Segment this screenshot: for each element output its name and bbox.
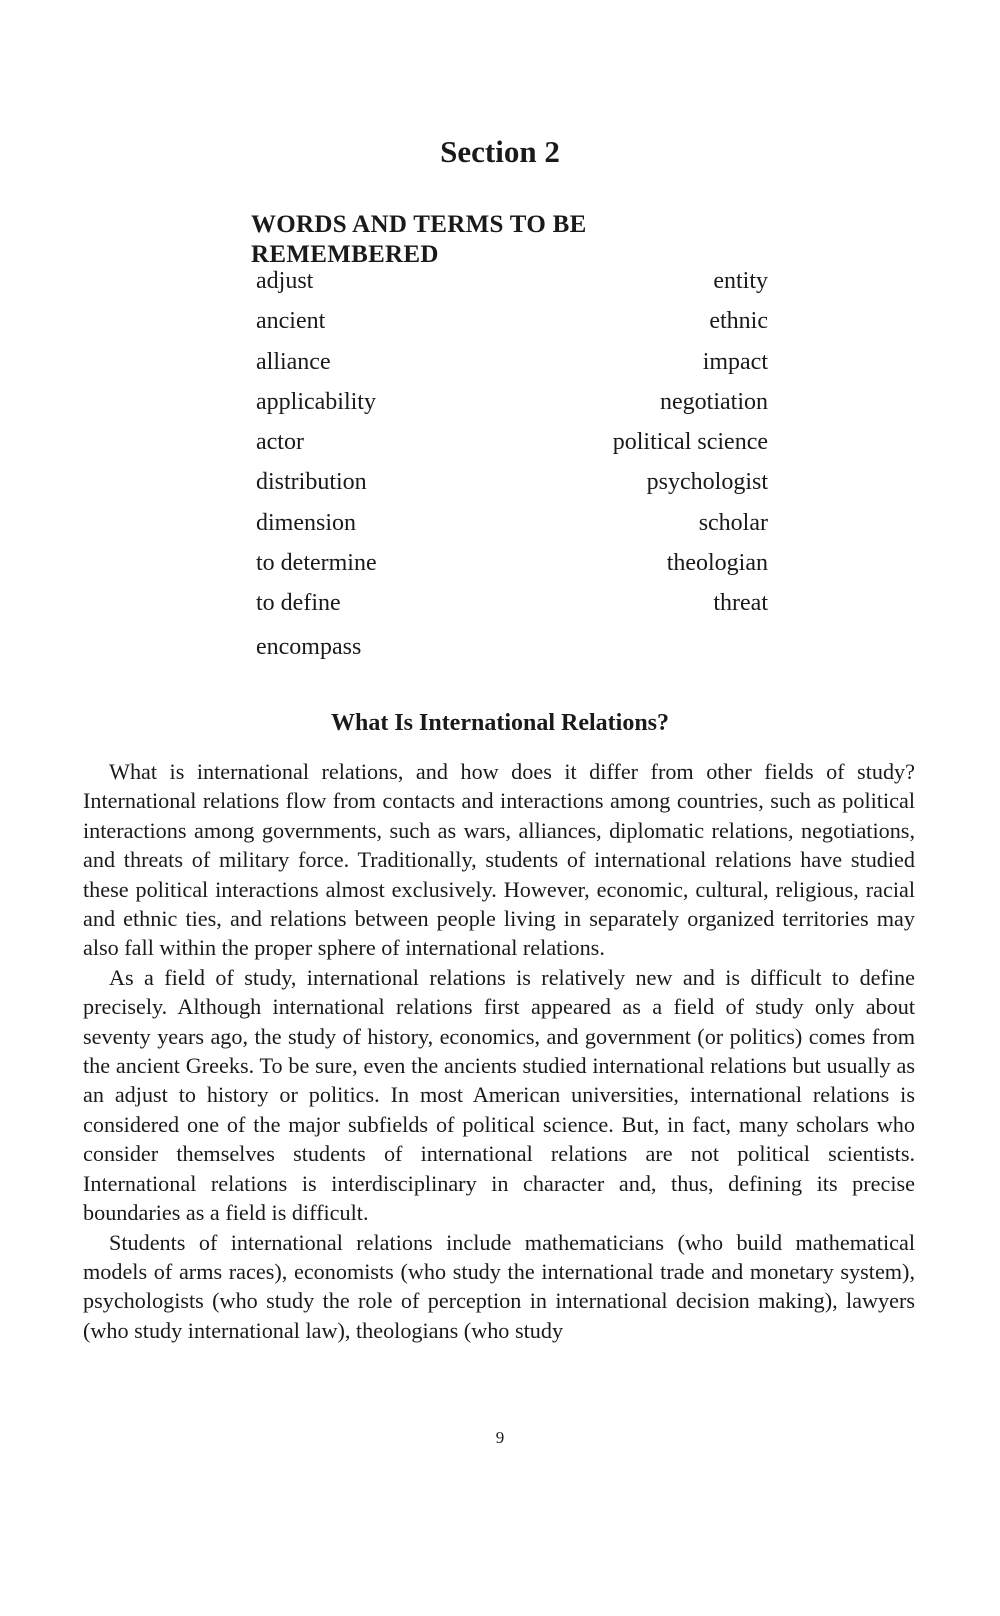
term-item: threat [713,590,768,617]
article-body [83,757,915,1345]
term-item: political science [612,429,768,456]
terms-list [256,266,768,666]
term-item: entity [713,268,768,294]
terms-left-column [256,266,377,672]
term-item: to determine [256,550,377,577]
term-item: ancient [256,308,326,335]
term-item: adjust [256,268,314,294]
term-item: distribution [256,469,367,496]
body-paragraph: What is international relations, and how does it differ from other fields of study? International relations flow from contacts and interactions among countries, such as political interactions among governments, such as wars, alliances, diplomatic relations, negotiations, and threats of military force. Traditionally, students of international relations have studied these political interactions almost exclusively. However, economic, cultural, religious, racial and ethnic ties, and relations between people living in separately organized territories may also fall within the proper sphere of international relations. [83,759,915,961]
body-paragraph: As a field of study, international relations is relatively new and is difficult to define precisely. Although international relations first appeared as a field of study only about seventy years ago, the study of history, economics, and government (or politics) comes from the ancient Greeks. To be sure, even the ancients studied international relations but usually as an adjust to history or politics. In most American universities, international relations is considered one of the major subfields of political science. But, in fact, many scholars who consider themselves students of international relations are not political scientists. International relations is interdisciplinary in character and, thus, defining its precise boundaries as a field is difficult. [83,964,915,1226]
term-item: impact [702,348,768,375]
term-item: dimension [256,509,356,536]
term-item: to define [256,590,341,617]
body-paragraph: Students of international relations include mathematicians (who build mathematical models of arms races), economists (who study the international trade and monetary system), psychologists (who study the role of perception in international decision making), lawyers (who study international law), theologians (who study [83,1229,915,1343]
term-item: psychologist [646,469,768,496]
term-item: alliance [256,348,331,375]
article-title: What Is International Relations? [330,710,670,736]
term-item: negotiation [660,388,768,415]
term-item: ethnic [709,308,768,335]
term-item: theologian [666,550,768,577]
term-item: actor [256,429,304,456]
section-title: Section 2 [440,134,560,169]
page-number: 9 [495,1428,505,1447]
term-item: applicability [256,388,376,415]
term-item: scholar [698,509,768,536]
terms-heading: WORDS AND TERMS TO BE REMEMBERED [251,211,587,268]
term-item: encompass [256,633,362,660]
terms-right-column [613,266,768,629]
